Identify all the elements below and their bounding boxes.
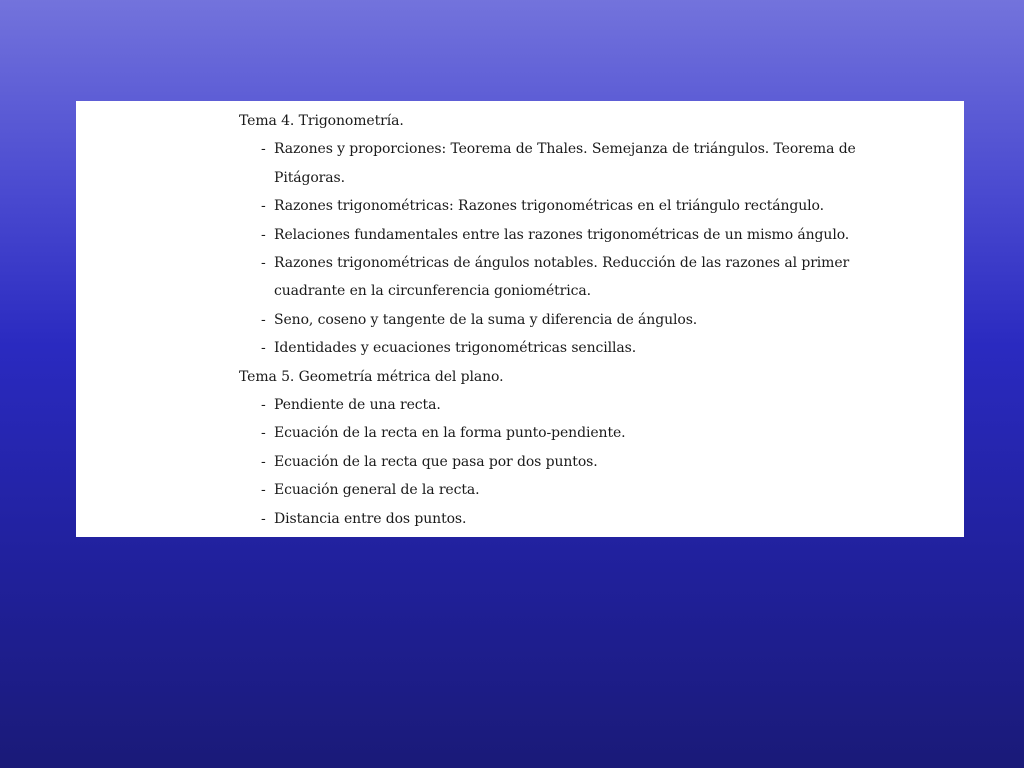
list-item-text: Razones trigonométricas: Razones trigonométricas en el triángulo rectángulo. — [274, 198, 824, 215]
list-item — [239, 419, 879, 447]
document-panel — [76, 101, 964, 537]
bullet-dash: - — [261, 425, 266, 442]
list-item-text: Seno, coseno y tangente de la suma y diferencia de ángulos. — [274, 311, 698, 328]
list-item-text: Ecuación de la recta que pasa por dos puntos. — [274, 453, 598, 470]
list-item — [239, 334, 879, 362]
list-item — [239, 505, 879, 533]
list-item — [239, 476, 879, 504]
list-item-text: Pendiente de una recta. — [274, 397, 441, 414]
list-item-text: Razones trigonométricas de ángulos notables. Reducción de las razones al primer cuadrante en la circunferencia goniométrica. — [274, 255, 850, 300]
list-item — [239, 391, 879, 419]
bullet-dash: - — [261, 255, 266, 272]
list-item-text: Relaciones fundamentales entre las razones trigonométricas de un mismo ángulo. — [274, 226, 850, 243]
list-item — [239, 221, 879, 249]
list-item — [239, 448, 879, 476]
bullet-dash: - — [261, 397, 266, 414]
bullet-dash: - — [261, 141, 266, 158]
list-item-text: Identidades y ecuaciones trigonométricas sencillas. — [274, 340, 637, 357]
list-item — [239, 249, 879, 306]
bullet-dash: - — [261, 510, 266, 527]
bullet-dash: - — [261, 226, 266, 243]
list-item-text: Distancia entre dos puntos. — [274, 510, 467, 527]
list-item — [239, 192, 879, 220]
document-content — [239, 107, 879, 533]
topic-title-4: Tema 4. Trigonometría. — [239, 113, 404, 129]
list-item-text: Razones y proporciones: Teorema de Thales. Semejanza de triángulos. Teorema de Pitágoras. — [274, 141, 856, 186]
topic-title-5: Tema 5. Geometría métrica del plano. — [239, 368, 504, 385]
bullet-dash: - — [261, 453, 266, 470]
bullet-dash: - — [261, 311, 266, 328]
list-item-text: Ecuación general de la recta. — [274, 482, 480, 499]
list-item — [239, 135, 879, 192]
list-item — [239, 306, 879, 334]
bullet-dash: - — [261, 340, 266, 357]
list-item-text: Ecuación de la recta en la forma punto-pendiente. — [274, 425, 626, 442]
bullet-dash: - — [261, 198, 266, 215]
bullet-dash: - — [261, 482, 266, 499]
